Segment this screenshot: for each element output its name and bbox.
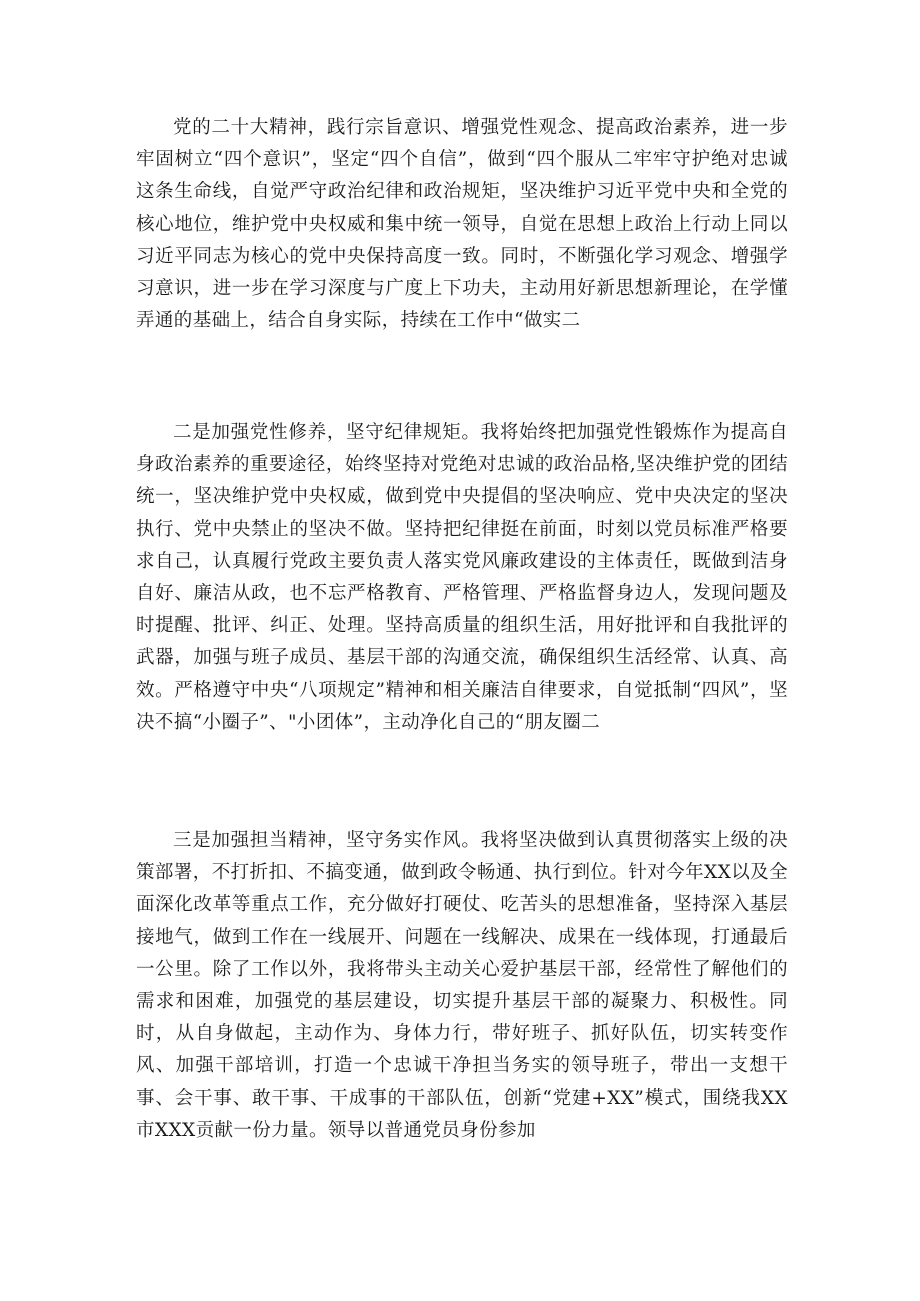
paragraph-political-study: 党的二十大精神，践行宗旨意识、增强党性观念、提高政治素养，进一步牢固树立“四个意识”，坚定“四个自信”，做到“四个服从二牢牢守护绝对忠诚这条生命线，自觉严守政治纪律和政治规矩，坚决维护习近平党中央和全党的核心地位，维护党中央权威和集中统一领导，自觉在思想上政治上行动上同以习近平同志为核心的党中央保持高度一致。同时，不断强化学习观念、增强学习意识，进一步在学习深度与广度上下功夫，主动用好新思想新理论，在学懂弄通的基础上，结合自身实际，持续在工作中“做实二 xyxy=(136,117,788,332)
paragraph-responsibility-work-style: 三是加强担当精神，坚守务实作风。我将坚决做到认真贯彻落实上级的决策部署，不打折扣、不搞变通，做到政令畅通、执行到位。针对今年XX以及全面深化改革等重点工作，充分做好打硬仗、吃苦头的思想准备，坚持深入基层接地气，做到工作在一线展开、问题在一线解决、成果在一线体现，打通最后一公里。除了工作以外，我将带头主动关心爱护基层干部，经常性了解他们的需求和困难，加强党的基层建设，切实提升基层干部的凝聚力、积极性。同时，从自身做起，主动作为、身体力行，带好班子、抓好队伍，切实转变作风、加强干部培训，打造一个忠诚干净担当务实的领导班子，带出一支想干事、会干事、敢干事、干成事的干部队伍，创新“党建+XX”模式，围绕我XX市XXX贡献一份力量。领导以普通党员身份参加 xyxy=(136,830,788,1141)
paragraph-party-discipline: 二是加强党性修养，坚守纪律规矩。我将始终把加强党性锻炼作为提高自身政治素养的重要途径，始终坚持对党绝对忠诚的政治品格,坚决维护党的团结统一，坚决维护党中央权威，做到党中央提倡的坚决响应、党中央决定的坚决执行、党中央禁止的坚决不做。坚持把纪律挺在前面，时刻以党员标准严格要求自己，认真履行党政主要负责人落实党风廉政建设的主体责任，既做到洁身自好、廉洁从政，也不忘严格教育、严格管理、严格监督身边人，发现问题及时提醒、批评、纠正、处理。坚持高质量的组织生活，用好批评和自我批评的武器，加强与班子成员、基层干部的沟通交流，确保组织生活经常、认真、高效。严格遵守中央“八项规定”精神和相关廉洁自律要求，自觉抵制“四风”，坚决不搞“小圈子”、"小团体”，主动净化自己的“朋友圈二 xyxy=(136,422,788,733)
